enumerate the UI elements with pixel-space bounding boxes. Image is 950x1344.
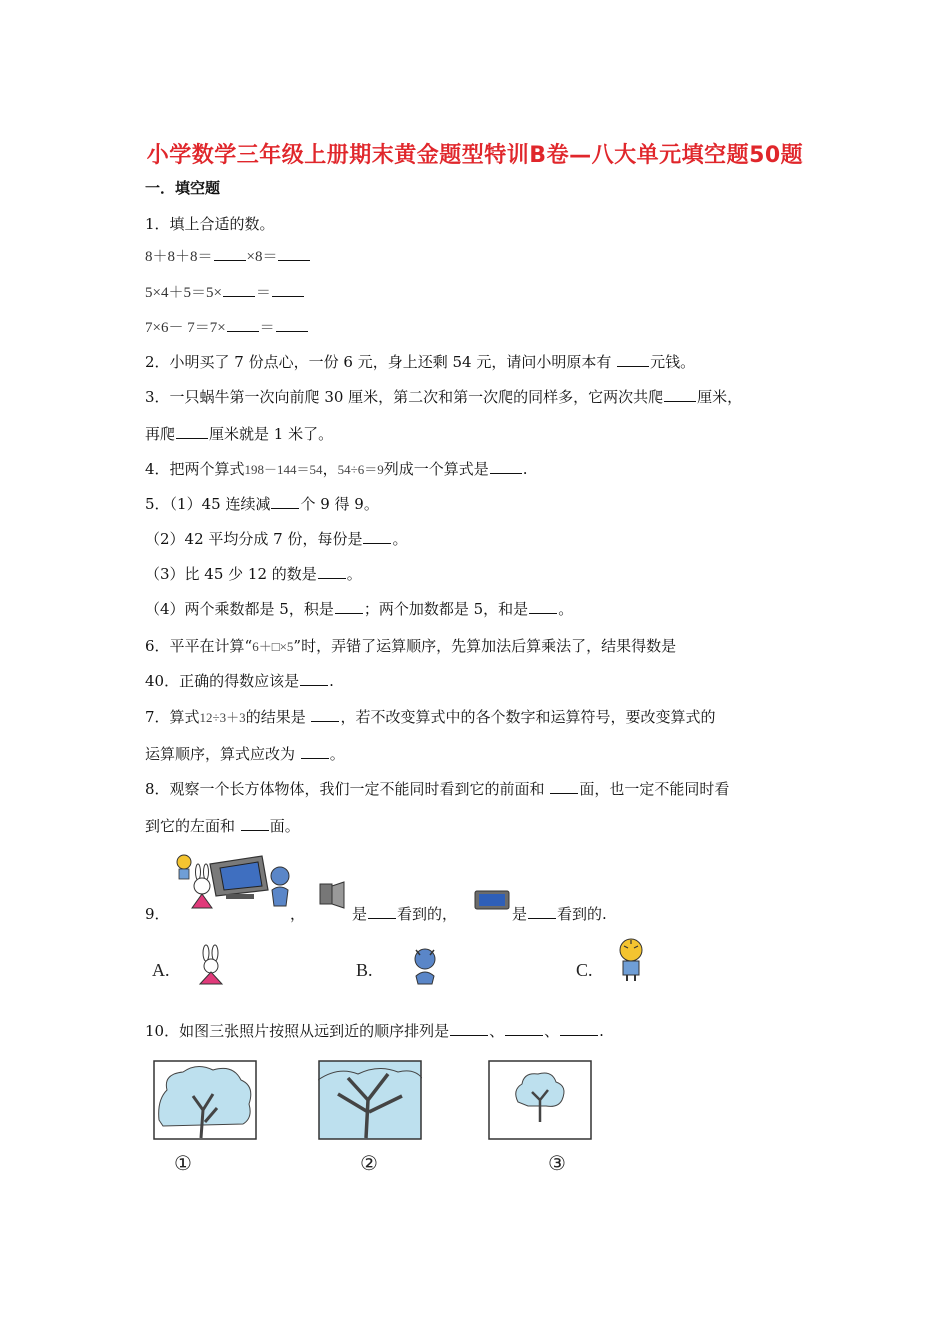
q6-text-a: 6．平平在计算“ bbox=[145, 637, 253, 655]
q7-line1 bbox=[145, 707, 715, 728]
q5-l2a: （2）42 平均分成 7 份，每份是 bbox=[145, 530, 363, 548]
blank[interactable] bbox=[241, 816, 269, 831]
q1-row3-a: 7×6－ 7＝7× bbox=[145, 320, 226, 336]
blank[interactable] bbox=[271, 494, 299, 509]
q10-sep2: 、 bbox=[544, 1022, 560, 1040]
q8-text-a: 8．观察一个长方体物体，我们一定不能同时看到它的前面和 bbox=[145, 780, 550, 798]
q4-sep: ， bbox=[322, 460, 338, 478]
q4-expr2: 54÷6＝9 bbox=[337, 462, 384, 477]
blank[interactable] bbox=[490, 459, 522, 474]
tree-photo-3 bbox=[488, 1060, 592, 1140]
q9-text-1 bbox=[352, 904, 457, 924]
q9-text-b: 看到的， bbox=[397, 905, 458, 923]
q1-row3-b: ＝ bbox=[259, 320, 275, 336]
q7-text-a: 7．算式 bbox=[145, 708, 200, 726]
q4-text-a: 4．把两个算式 bbox=[145, 460, 245, 478]
section-heading: 一．填空题 bbox=[145, 179, 221, 197]
q4-text-c: . bbox=[522, 460, 528, 478]
tv-scene-image bbox=[170, 850, 300, 912]
q4-expr1: 198－144＝54 bbox=[244, 462, 323, 477]
q4 bbox=[145, 459, 528, 480]
q9-text-a: 是 bbox=[352, 905, 368, 923]
q3-text-a: 3．一只蜗牛第一次向前爬 30 厘米，第二次和第一次爬的同样多，它两次共爬 bbox=[145, 388, 664, 406]
blank[interactable] bbox=[223, 282, 255, 297]
blank[interactable] bbox=[529, 599, 557, 614]
q7-expr: 12÷3＋3 bbox=[199, 710, 246, 725]
tree-photo-1 bbox=[153, 1060, 257, 1140]
q9-text-d: 看到的. bbox=[557, 905, 607, 923]
blank[interactable] bbox=[278, 246, 310, 261]
page-title: 小学数学三年级上册期末黄金题型特训B卷—八大单元填空题50题 bbox=[146, 143, 804, 168]
blank[interactable] bbox=[617, 352, 649, 367]
q3-line2 bbox=[145, 424, 333, 444]
q3-line1 bbox=[145, 387, 742, 407]
blank[interactable] bbox=[505, 1021, 543, 1036]
q1-row3 bbox=[145, 317, 309, 338]
blank[interactable] bbox=[214, 246, 246, 261]
q4-text-b: 列成一个算式是 bbox=[383, 460, 489, 478]
tree-photo-2 bbox=[318, 1060, 422, 1140]
blank[interactable] bbox=[363, 529, 391, 544]
option-b-label[interactable]: B. bbox=[356, 960, 373, 980]
q5-l3a: （3）比 45 少 12 的数是 bbox=[145, 565, 317, 583]
q5-l4b: ；两个加数都是 5，和是 bbox=[363, 600, 529, 618]
q1-row2-a: 5×4＋5＝5× bbox=[145, 285, 222, 301]
blank[interactable] bbox=[311, 707, 339, 722]
q2-text-a: 2．小明买了 7 份点心，一份 6 元，身上还剩 54 元，请问小明原本有 bbox=[145, 353, 617, 371]
blank[interactable] bbox=[276, 317, 308, 332]
q10-text-a: 10．如图三张照片按照从远到近的顺序排列是 bbox=[145, 1022, 450, 1040]
option-a-label[interactable]: A. bbox=[152, 960, 170, 980]
q5-l4c: 。 bbox=[558, 600, 574, 618]
q1-row1-b: ×8＝ bbox=[246, 249, 278, 265]
q5-line4 bbox=[145, 599, 573, 619]
q5-l3b: 。 bbox=[346, 565, 362, 583]
dragon-icon bbox=[408, 946, 442, 986]
q8-text-c: 到它的左面和 bbox=[145, 817, 240, 835]
tv-back-icon bbox=[318, 880, 348, 910]
q2-text-b: 元钱。 bbox=[650, 353, 696, 371]
q8-text-d: 面。 bbox=[269, 817, 300, 835]
q6-text-b: ”时，弄错了运算顺序，先算加法后算乘法了，结果得数是 bbox=[293, 637, 677, 655]
blank[interactable] bbox=[301, 744, 329, 759]
q8-line2 bbox=[145, 816, 300, 836]
photo-1-label: ① bbox=[174, 1151, 192, 1175]
q5-l1b: 个 9 得 9。 bbox=[300, 495, 379, 513]
q5-line2 bbox=[145, 529, 408, 549]
tiger-icon bbox=[614, 936, 648, 982]
q7-text-d: 运算顺序，算式应改为 bbox=[145, 745, 300, 763]
q3-text-c: 再爬 bbox=[145, 425, 176, 443]
rabbit-icon bbox=[196, 944, 226, 986]
q5-l2b: 。 bbox=[392, 530, 408, 548]
q9-comma: ， bbox=[290, 905, 306, 923]
q7-line2 bbox=[145, 744, 345, 764]
blank[interactable] bbox=[300, 671, 328, 686]
blank[interactable] bbox=[227, 317, 259, 332]
q6-expr: 6＋□×5 bbox=[252, 639, 294, 654]
q6-text-d: . bbox=[329, 672, 334, 690]
q9-text-c: 是 bbox=[512, 905, 528, 923]
blank[interactable] bbox=[450, 1021, 488, 1036]
q5-l1a: 5．（1）45 连续减 bbox=[145, 495, 271, 513]
blank[interactable] bbox=[368, 904, 396, 919]
q1-row2 bbox=[145, 282, 305, 303]
blank[interactable] bbox=[335, 599, 363, 614]
q7-text-b: 的结果是 bbox=[245, 708, 311, 726]
q10-end: . bbox=[599, 1022, 604, 1040]
q6-line2 bbox=[145, 671, 334, 691]
q7-text-c: ，若不改变算式中的各个数字和运算符号，要改变算式的 bbox=[340, 708, 716, 726]
blank[interactable] bbox=[272, 282, 304, 297]
q3-text-b: 厘米， bbox=[697, 388, 743, 406]
q5-line3 bbox=[145, 564, 362, 584]
blank[interactable] bbox=[528, 904, 556, 919]
photo-2-label: ② bbox=[360, 1151, 378, 1175]
q9-number: 9． bbox=[145, 905, 170, 923]
q6-line1 bbox=[145, 636, 676, 657]
q7-text-e: 。 bbox=[329, 745, 345, 763]
q8-text-b: 面，也一定不能同时看 bbox=[579, 780, 730, 798]
blank[interactable] bbox=[664, 387, 696, 402]
blank[interactable] bbox=[318, 564, 346, 579]
q1-row2-b: ＝ bbox=[255, 285, 271, 301]
q1-stem: 1．填上合适的数。 bbox=[145, 215, 275, 233]
q3-text-d: 厘米就是 1 米了。 bbox=[209, 425, 334, 443]
blank[interactable] bbox=[560, 1021, 598, 1036]
tv-front-icon bbox=[474, 890, 510, 910]
q5-l4a: （4）两个乘数都是 5，积是 bbox=[145, 600, 334, 618]
q2 bbox=[145, 352, 695, 372]
photo-3-label: ③ bbox=[548, 1151, 566, 1175]
q8-line1 bbox=[145, 779, 729, 799]
option-c-label[interactable]: C. bbox=[576, 960, 593, 980]
q6-text-c: 40．正确的得数应该是 bbox=[145, 672, 300, 690]
q1-row1 bbox=[145, 246, 311, 267]
q5-line1 bbox=[145, 494, 379, 514]
blank[interactable] bbox=[550, 779, 578, 794]
blank[interactable] bbox=[176, 424, 208, 439]
q9-text-2 bbox=[512, 904, 607, 924]
q1-row1-a: 8＋8＋8＝ bbox=[145, 249, 213, 265]
q10-sep1: 、 bbox=[489, 1022, 505, 1040]
q10 bbox=[145, 1021, 604, 1041]
